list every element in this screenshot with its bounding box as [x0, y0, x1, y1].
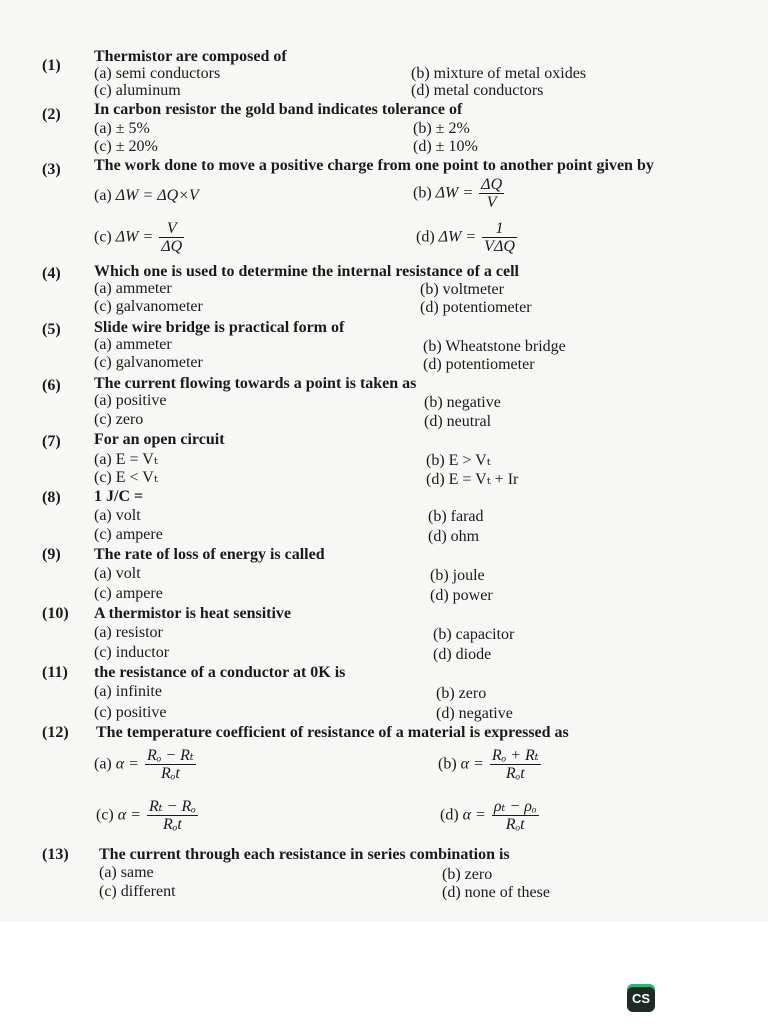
question-number: (6)	[42, 377, 61, 394]
option-b: (b) zero	[436, 685, 487, 702]
fraction: $\frac{V}{\Delta Q}$	[161, 220, 183, 255]
option-a: (a) infinite	[94, 683, 162, 700]
option-a: (a) resistor	[94, 624, 163, 641]
camscanner-logo-icon: CS	[627, 984, 655, 1012]
question-number: (13)	[42, 846, 69, 863]
question-number: (7)	[42, 433, 61, 450]
option-b: (b) ΔW = $\frac{\Delta Q}{V}$	[413, 176, 503, 211]
option-d: (d) none of these	[442, 884, 550, 901]
option-b: (b) farad	[428, 508, 484, 525]
question-text: A thermistor is heat sensitive	[94, 605, 292, 622]
fraction: $\frac{\text{Rₜ − Rₒ}}{\text{Rₒt}}$	[148, 798, 196, 833]
question-text: Thermistor are composed of	[94, 48, 287, 65]
question-text: The temperature coefficient of resistance of a material is expressed as	[96, 724, 569, 741]
fraction: $\frac{\text{ρₜ − ρₒ}}{\text{Rₒt}}$	[493, 798, 537, 833]
option-d: (d) negative	[436, 705, 513, 722]
question-text: The current through each resistance in series combination is	[99, 846, 510, 863]
question-text: The work done to move a positive charge from one point to another point given by	[94, 157, 654, 174]
option-d: (d) neutral	[424, 413, 492, 430]
fraction: $\frac{1}{\text{VΔQ}}$	[484, 220, 515, 255]
option-c: (c) galvanometer	[94, 298, 203, 315]
option-d: (d) E = Vₜ + Ir	[426, 471, 519, 488]
option-c: (c) E < Vₜ	[94, 469, 158, 486]
option-b: (b) negative	[424, 394, 501, 411]
option-a: (a) ammeter	[94, 336, 172, 353]
option-b: (b) E > Vₜ	[426, 452, 491, 469]
question-number: (8)	[42, 489, 61, 506]
question-number: (1)	[42, 57, 61, 74]
option-c: (c) inductor	[94, 644, 170, 661]
option-b: (b) Wheatstone bridge	[423, 338, 566, 355]
option-b: (b) voltmeter	[420, 281, 504, 298]
option-b: (b) ± 2%	[413, 120, 470, 137]
option-c: (c) ampere	[94, 526, 163, 543]
question-text: The current flowing towards a point is taken as	[94, 375, 417, 392]
option-d: (d) potentiometer	[423, 356, 535, 373]
option-d: (d) power	[430, 587, 493, 604]
option-c: (c) aluminum	[94, 82, 181, 99]
question-number: (4)	[42, 265, 61, 282]
option-c: (c) ampere	[94, 585, 163, 602]
option-a: (a) positive	[94, 392, 167, 409]
option-d: (d) ΔW = $\frac{1}{\text{VΔQ}}$	[416, 220, 515, 255]
question-number: (12)	[42, 724, 69, 741]
option-a: (a) semi conductors	[94, 65, 221, 82]
option-d: (d) metal conductors	[411, 82, 544, 99]
question-number: (5)	[42, 321, 61, 338]
option-b: (b) mixture of metal oxides	[411, 65, 587, 82]
option-c: (c) ΔW = $\frac{V}{\Delta Q}$	[94, 220, 183, 255]
option-c: (c) α = $\frac{\text{Rₜ − Rₒ}}{\text{Rₒt}}$	[96, 798, 196, 833]
option-b: (b) α = $\frac{\text{Rₒ + Rₜ}}{\text{Rₒt}}$	[438, 747, 539, 782]
fraction: $\frac{\Delta Q}{V}$	[481, 176, 503, 211]
option-d: (d) ± 10%	[413, 138, 478, 155]
option-a: (a) α = $\frac{\text{Rₒ − Rₜ}}{\text{Rₒt}}$	[94, 747, 194, 782]
question-number: (11)	[42, 664, 68, 681]
option-a: (a) volt	[94, 565, 141, 582]
question-text: The rate of loss of energy is called	[94, 546, 325, 563]
option-a: (a) same	[99, 864, 154, 881]
option-d: (d) potentiometer	[420, 299, 532, 316]
option-c: (c) zero	[94, 411, 144, 428]
option-a: (a) E = Vₜ	[94, 451, 158, 468]
question-number: (3)	[42, 161, 61, 178]
question-text: 1 J/C =	[94, 488, 144, 505]
option-b: (b) zero	[442, 866, 493, 883]
question-number: (2)	[42, 106, 61, 123]
option-a: (a) volt	[94, 507, 141, 524]
fraction: $\frac{\text{Rₒ + Rₜ}}{\text{Rₒt}}$	[491, 747, 539, 782]
question-text: the resistance of a conductor at 0K is	[94, 664, 346, 681]
option-a: (a) ΔW = ΔQ×V	[94, 187, 199, 204]
option-b: (b) capacitor	[433, 626, 515, 643]
fraction: $\frac{\text{Rₒ − Rₜ}}{\text{Rₒt}}$	[146, 747, 194, 782]
question-text: For an open circuit	[94, 431, 225, 448]
option-a: (a) ± 5%	[94, 120, 150, 137]
option-b: (b) joule	[430, 567, 485, 584]
option-d: (d) ohm	[428, 528, 480, 545]
question-number: (9)	[42, 546, 61, 563]
option-d: (d) α = $\frac{\text{ρₜ − ρₒ}}{\text{Rₒt}}$	[440, 798, 537, 833]
option-c: (c) ± 20%	[94, 138, 158, 155]
question-text: Which one is used to determine the internal resistance of a cell	[94, 263, 519, 280]
option-c: (c) different	[99, 883, 176, 900]
question-text: Slide wire bridge is practical form of	[94, 319, 345, 336]
question-number: (10)	[42, 605, 69, 622]
option-c: (c) positive	[94, 704, 167, 721]
question-text: In carbon resistor the gold band indicates tolerance of	[94, 101, 463, 118]
option-d: (d) diode	[433, 646, 492, 663]
option-c: (c) galvanometer	[94, 354, 203, 371]
option-a: (a) ammeter	[94, 280, 172, 297]
